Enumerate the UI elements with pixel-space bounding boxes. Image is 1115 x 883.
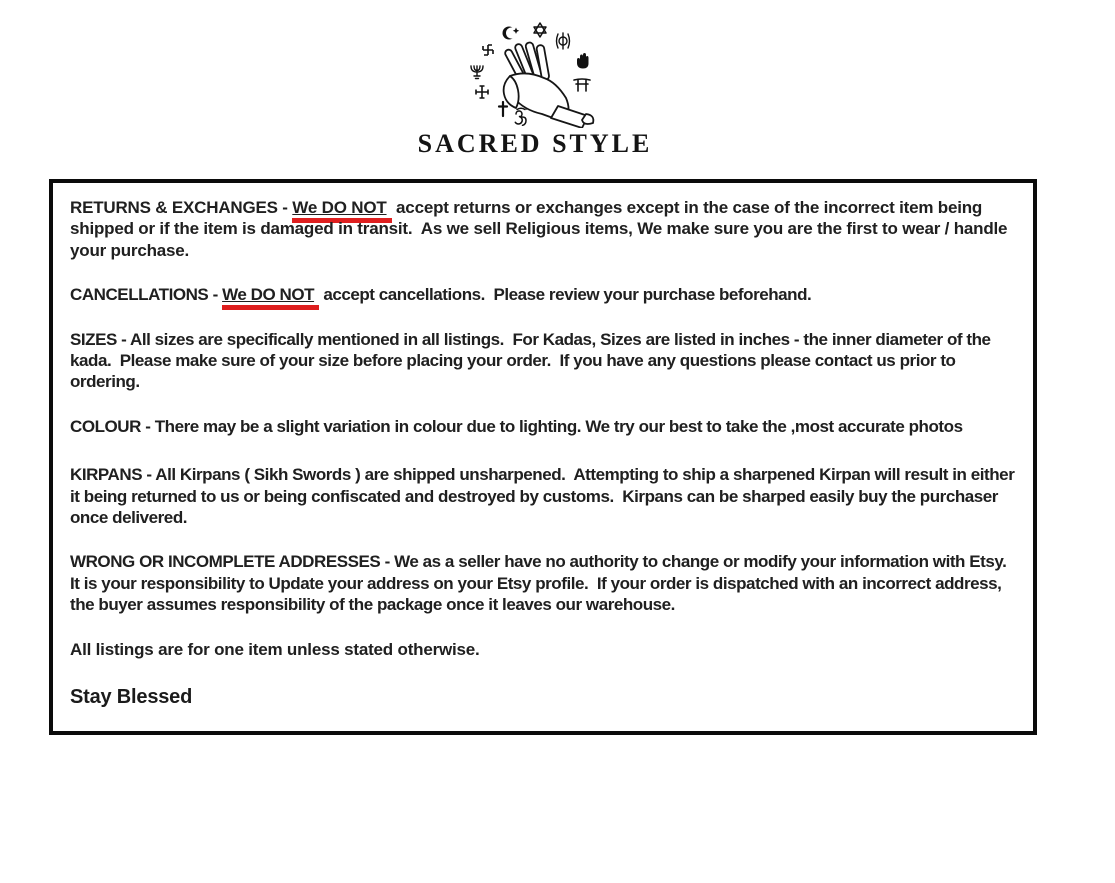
swastika-icon — [483, 45, 493, 55]
paragraph-kirpans — [70, 464, 1019, 528]
heading-separator: - — [140, 416, 155, 436]
closing-stay-blessed: Stay Blessed — [70, 686, 193, 709]
heading-separator: - — [142, 465, 156, 485]
do-not-underline-returns: We DO NOT — [292, 198, 391, 223]
policy-text-addresses: We as a seller have no authority to change or modify your information with Etsy. It is your responsibility to Update your address on your Etsy profile. If your order is dispatched with an incorrect address, the buyer assumes responsibility of the package once it leaves our warehouse. — [70, 552, 1015, 615]
heading-separator: - — [116, 329, 131, 349]
hamsa-hand-icon — [577, 53, 589, 69]
menorah-icon — [471, 66, 483, 79]
do-not-underline-cancellations: We DO NOT — [222, 285, 319, 310]
crescent-and-star-icon — [503, 27, 520, 40]
policy-box — [49, 179, 1037, 735]
heading-separator: - — [208, 285, 223, 305]
star-of-david-icon — [534, 23, 546, 37]
policy-text-returns: accept returns or exchanges except in the case of the incorrect item being shipped or if the item is damaged in transit. As we sell Religious items, We make sure you are the first to wear / handle your purchase. — [70, 198, 1012, 260]
paragraph-returns-exchanges — [70, 197, 1019, 261]
policy-heading-colour: COLOUR — [70, 416, 141, 436]
policy-heading-sizes: SIZES — [70, 329, 117, 349]
policy-heading-returns: RETURNS & EXCHANGES — [70, 198, 278, 217]
paragraph-wrong-addresses — [70, 551, 1019, 615]
policy-text-sizes: All sizes are specifically mentioned in all listings. For Kadas, Sizes are listed in inches - the inner diameter of the kada. Please make sure of your size before placing your order. If you have any questions please contact us prior to ordering. — [70, 329, 995, 392]
brand-logo — [415, 18, 655, 159]
paragraph-sizes — [70, 329, 1019, 393]
paragraph-colour — [70, 416, 1019, 437]
cross-potent-icon — [476, 86, 488, 98]
policy-text-single-item: All listings are for one item unless stated otherwise. — [70, 639, 480, 659]
latin-cross-icon — [499, 102, 507, 116]
om-icon — [515, 108, 527, 126]
policy-heading-addresses: WRONG OR INCOMPLETE ADDRESSES — [70, 552, 381, 572]
praying-hands-icon — [504, 42, 594, 128]
torii-gate-icon — [574, 79, 590, 91]
praying-hands-logo — [450, 18, 620, 128]
khanda-icon — [557, 33, 570, 49]
heading-separator: - — [380, 552, 395, 572]
brand-name: SACRED STYLE — [417, 129, 653, 158]
heading-separator: - — [277, 198, 293, 217]
paragraph-cancellations — [70, 284, 1019, 305]
policy-text-cancellations: accept cancellations. Please review your purchase beforehand. — [319, 285, 812, 305]
policy-text-kirpans: All Kirpans ( Sikh Swords ) are shipped unsharpened. Attempting to ship a sharpened Kirpan will result in either it being returned to us or being confiscated and destroyed by customs. Kirpans can be sharped easily buy the purchaser once delivered. — [70, 465, 1019, 528]
policy-heading-cancellations: CANCELLATIONS — [70, 285, 209, 305]
policy-heading-kirpans: KIRPANS — [70, 465, 143, 485]
policy-text-colour: There may be a slight variation in colour due to lighting. We try our best to take the ,most accurate photos — [154, 416, 963, 436]
paragraph-single-item-note — [70, 639, 1019, 660]
